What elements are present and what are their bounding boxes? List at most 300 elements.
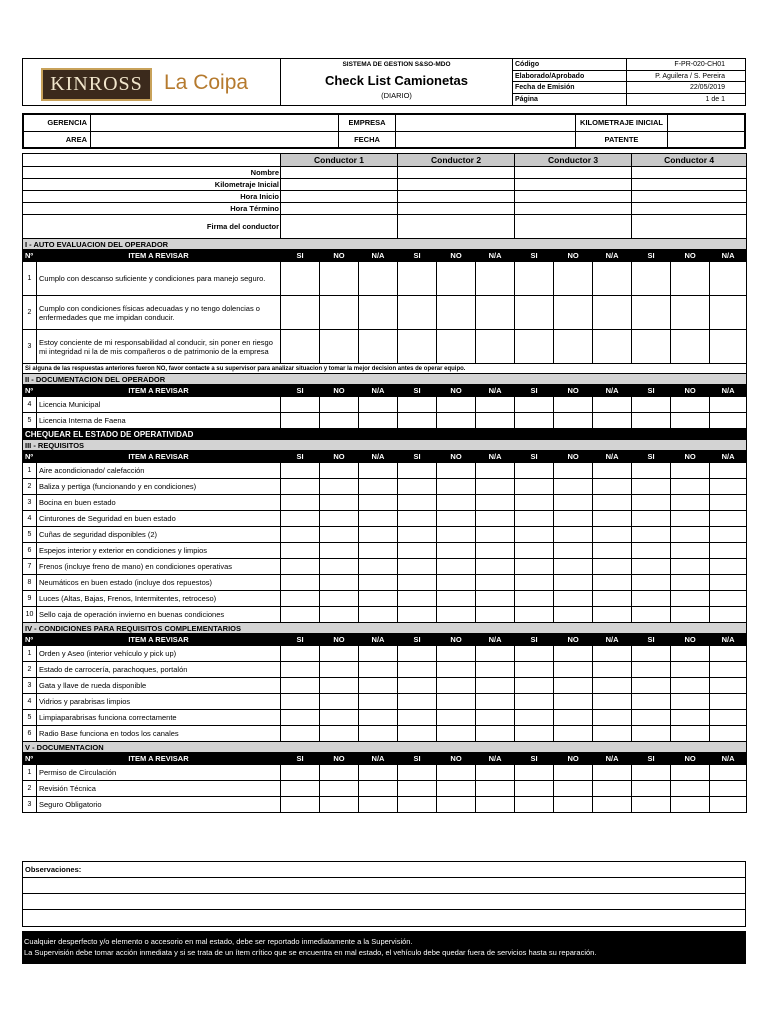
check-cell[interactable]	[398, 710, 437, 726]
check-cell[interactable]	[515, 495, 554, 511]
check-cell[interactable]	[593, 710, 632, 726]
check-cell[interactable]	[359, 397, 398, 413]
check-cell[interactable]	[632, 575, 671, 591]
check-cell[interactable]	[437, 479, 476, 495]
check-cell[interactable]	[632, 463, 671, 479]
driver-field-cell[interactable]	[515, 191, 632, 203]
check-cell[interactable]	[281, 591, 320, 607]
check-cell[interactable]	[398, 781, 437, 797]
check-cell[interactable]	[398, 543, 437, 559]
check-cell[interactable]	[710, 591, 747, 607]
check-cell[interactable]	[398, 575, 437, 591]
check-cell[interactable]	[398, 495, 437, 511]
check-cell[interactable]	[320, 591, 359, 607]
check-cell[interactable]	[476, 726, 515, 742]
check-cell[interactable]	[476, 765, 515, 781]
check-cell[interactable]	[437, 662, 476, 678]
check-cell[interactable]	[710, 694, 747, 710]
check-cell[interactable]	[632, 607, 671, 623]
check-cell[interactable]	[515, 559, 554, 575]
check-cell[interactable]	[671, 543, 710, 559]
check-cell[interactable]	[476, 296, 515, 330]
check-cell[interactable]	[593, 781, 632, 797]
check-cell[interactable]	[515, 527, 554, 543]
area-field[interactable]	[91, 132, 339, 147]
check-cell[interactable]	[320, 662, 359, 678]
check-cell[interactable]	[710, 765, 747, 781]
check-cell[interactable]	[476, 413, 515, 429]
check-cell[interactable]	[515, 694, 554, 710]
check-cell[interactable]	[359, 511, 398, 527]
check-cell[interactable]	[437, 413, 476, 429]
check-cell[interactable]	[476, 397, 515, 413]
check-cell[interactable]	[320, 765, 359, 781]
check-cell[interactable]	[515, 726, 554, 742]
check-cell[interactable]	[632, 781, 671, 797]
check-cell[interactable]	[476, 479, 515, 495]
check-cell[interactable]	[398, 694, 437, 710]
check-cell[interactable]	[593, 463, 632, 479]
check-cell[interactable]	[281, 262, 320, 296]
check-cell[interactable]	[398, 479, 437, 495]
check-cell[interactable]	[554, 495, 593, 511]
check-cell[interactable]	[710, 559, 747, 575]
check-cell[interactable]	[437, 543, 476, 559]
check-cell[interactable]	[359, 559, 398, 575]
check-cell[interactable]	[593, 495, 632, 511]
check-cell[interactable]	[554, 607, 593, 623]
check-cell[interactable]	[554, 511, 593, 527]
driver-field-cell[interactable]	[398, 179, 515, 191]
check-cell[interactable]	[515, 296, 554, 330]
check-cell[interactable]	[554, 678, 593, 694]
check-cell[interactable]	[710, 543, 747, 559]
check-cell[interactable]	[515, 463, 554, 479]
check-cell[interactable]	[437, 495, 476, 511]
check-cell[interactable]	[320, 262, 359, 296]
check-cell[interactable]	[632, 710, 671, 726]
driver-field-cell[interactable]	[632, 215, 747, 239]
check-cell[interactable]	[671, 694, 710, 710]
check-cell[interactable]	[671, 678, 710, 694]
check-cell[interactable]	[671, 397, 710, 413]
check-cell[interactable]	[671, 726, 710, 742]
check-cell[interactable]	[632, 662, 671, 678]
fecha-field[interactable]	[396, 132, 576, 147]
check-cell[interactable]	[281, 662, 320, 678]
check-cell[interactable]	[710, 495, 747, 511]
check-cell[interactable]	[593, 413, 632, 429]
check-cell[interactable]	[437, 678, 476, 694]
check-cell[interactable]	[671, 262, 710, 296]
check-cell[interactable]	[554, 646, 593, 662]
check-cell[interactable]	[320, 710, 359, 726]
check-cell[interactable]	[281, 543, 320, 559]
check-cell[interactable]	[437, 511, 476, 527]
check-cell[interactable]	[554, 765, 593, 781]
check-cell[interactable]	[632, 296, 671, 330]
check-cell[interactable]	[593, 397, 632, 413]
check-cell[interactable]	[281, 797, 320, 813]
check-cell[interactable]	[671, 765, 710, 781]
check-cell[interactable]	[710, 575, 747, 591]
check-cell[interactable]	[515, 479, 554, 495]
check-cell[interactable]	[476, 797, 515, 813]
check-cell[interactable]	[515, 662, 554, 678]
check-cell[interactable]	[476, 694, 515, 710]
check-cell[interactable]	[671, 575, 710, 591]
check-cell[interactable]	[320, 296, 359, 330]
check-cell[interactable]	[515, 646, 554, 662]
check-cell[interactable]	[515, 397, 554, 413]
check-cell[interactable]	[398, 591, 437, 607]
check-cell[interactable]	[398, 646, 437, 662]
check-cell[interactable]	[671, 495, 710, 511]
check-cell[interactable]	[710, 330, 747, 364]
check-cell[interactable]	[554, 479, 593, 495]
check-cell[interactable]	[710, 678, 747, 694]
check-cell[interactable]	[320, 646, 359, 662]
driver-field-cell[interactable]	[398, 203, 515, 215]
check-cell[interactable]	[359, 607, 398, 623]
check-cell[interactable]	[476, 710, 515, 726]
check-cell[interactable]	[320, 463, 359, 479]
check-cell[interactable]	[554, 559, 593, 575]
check-cell[interactable]	[281, 765, 320, 781]
check-cell[interactable]	[359, 694, 398, 710]
check-cell[interactable]	[359, 797, 398, 813]
check-cell[interactable]	[398, 463, 437, 479]
check-cell[interactable]	[398, 765, 437, 781]
check-cell[interactable]	[476, 591, 515, 607]
check-cell[interactable]	[437, 397, 476, 413]
check-cell[interactable]	[437, 694, 476, 710]
check-cell[interactable]	[281, 413, 320, 429]
check-cell[interactable]	[593, 559, 632, 575]
driver-field-cell[interactable]	[632, 179, 747, 191]
check-cell[interactable]	[554, 543, 593, 559]
check-cell[interactable]	[593, 726, 632, 742]
check-cell[interactable]	[281, 330, 320, 364]
check-cell[interactable]	[437, 559, 476, 575]
check-cell[interactable]	[593, 797, 632, 813]
check-cell[interactable]	[632, 559, 671, 575]
check-cell[interactable]	[281, 397, 320, 413]
check-cell[interactable]	[554, 781, 593, 797]
check-cell[interactable]	[671, 511, 710, 527]
check-cell[interactable]	[710, 397, 747, 413]
check-cell[interactable]	[437, 591, 476, 607]
check-cell[interactable]	[437, 797, 476, 813]
check-cell[interactable]	[320, 413, 359, 429]
check-cell[interactable]	[320, 575, 359, 591]
check-cell[interactable]	[476, 646, 515, 662]
check-cell[interactable]	[632, 413, 671, 429]
check-cell[interactable]	[515, 262, 554, 296]
check-cell[interactable]	[515, 511, 554, 527]
check-cell[interactable]	[398, 296, 437, 330]
check-cell[interactable]	[320, 511, 359, 527]
check-cell[interactable]	[671, 559, 710, 575]
check-cell[interactable]	[554, 797, 593, 813]
check-cell[interactable]	[476, 678, 515, 694]
check-cell[interactable]	[632, 527, 671, 543]
check-cell[interactable]	[593, 479, 632, 495]
observaciones-line[interactable]	[23, 910, 745, 926]
check-cell[interactable]	[632, 694, 671, 710]
check-cell[interactable]	[554, 575, 593, 591]
check-cell[interactable]	[671, 479, 710, 495]
check-cell[interactable]	[632, 330, 671, 364]
check-cell[interactable]	[671, 797, 710, 813]
check-cell[interactable]	[437, 726, 476, 742]
check-cell[interactable]	[593, 662, 632, 678]
check-cell[interactable]	[593, 607, 632, 623]
check-cell[interactable]	[671, 527, 710, 543]
check-cell[interactable]	[320, 781, 359, 797]
check-cell[interactable]	[554, 330, 593, 364]
check-cell[interactable]	[515, 710, 554, 726]
check-cell[interactable]	[359, 296, 398, 330]
check-cell[interactable]	[632, 479, 671, 495]
check-cell[interactable]	[593, 543, 632, 559]
check-cell[interactable]	[281, 479, 320, 495]
check-cell[interactable]	[515, 591, 554, 607]
check-cell[interactable]	[671, 591, 710, 607]
check-cell[interactable]	[632, 765, 671, 781]
check-cell[interactable]	[515, 797, 554, 813]
check-cell[interactable]	[281, 296, 320, 330]
check-cell[interactable]	[320, 607, 359, 623]
check-cell[interactable]	[281, 495, 320, 511]
check-cell[interactable]	[710, 511, 747, 527]
check-cell[interactable]	[320, 479, 359, 495]
check-cell[interactable]	[710, 726, 747, 742]
check-cell[interactable]	[515, 330, 554, 364]
driver-field-cell[interactable]	[398, 191, 515, 203]
check-cell[interactable]	[632, 678, 671, 694]
check-cell[interactable]	[320, 527, 359, 543]
check-cell[interactable]	[671, 781, 710, 797]
check-cell[interactable]	[710, 463, 747, 479]
check-cell[interactable]	[671, 296, 710, 330]
check-cell[interactable]	[437, 463, 476, 479]
gerencia-field[interactable]	[91, 115, 339, 131]
check-cell[interactable]	[437, 330, 476, 364]
check-cell[interactable]	[632, 726, 671, 742]
check-cell[interactable]	[281, 726, 320, 742]
observaciones-line[interactable]	[23, 894, 745, 910]
check-cell[interactable]	[554, 726, 593, 742]
check-cell[interactable]	[632, 262, 671, 296]
check-cell[interactable]	[710, 413, 747, 429]
check-cell[interactable]	[320, 797, 359, 813]
check-cell[interactable]	[554, 694, 593, 710]
check-cell[interactable]	[398, 678, 437, 694]
driver-field-cell[interactable]	[632, 203, 747, 215]
check-cell[interactable]	[476, 495, 515, 511]
check-cell[interactable]	[320, 495, 359, 511]
check-cell[interactable]	[554, 463, 593, 479]
check-cell[interactable]	[632, 543, 671, 559]
check-cell[interactable]	[398, 262, 437, 296]
check-cell[interactable]	[671, 710, 710, 726]
check-cell[interactable]	[359, 646, 398, 662]
check-cell[interactable]	[281, 678, 320, 694]
check-cell[interactable]	[593, 330, 632, 364]
check-cell[interactable]	[515, 781, 554, 797]
check-cell[interactable]	[359, 479, 398, 495]
check-cell[interactable]	[554, 413, 593, 429]
check-cell[interactable]	[437, 262, 476, 296]
patente-field[interactable]	[668, 132, 744, 147]
check-cell[interactable]	[515, 575, 554, 591]
check-cell[interactable]	[437, 527, 476, 543]
check-cell[interactable]	[359, 495, 398, 511]
check-cell[interactable]	[281, 463, 320, 479]
check-cell[interactable]	[320, 543, 359, 559]
check-cell[interactable]	[359, 413, 398, 429]
check-cell[interactable]	[476, 463, 515, 479]
check-cell[interactable]	[593, 575, 632, 591]
driver-field-cell[interactable]	[515, 215, 632, 239]
check-cell[interactable]	[398, 607, 437, 623]
check-cell[interactable]	[593, 678, 632, 694]
observaciones-line[interactable]	[23, 878, 745, 894]
check-cell[interactable]	[632, 397, 671, 413]
check-cell[interactable]	[710, 296, 747, 330]
check-cell[interactable]	[398, 330, 437, 364]
check-cell[interactable]	[359, 262, 398, 296]
check-cell[interactable]	[437, 607, 476, 623]
check-cell[interactable]	[593, 296, 632, 330]
check-cell[interactable]	[320, 330, 359, 364]
check-cell[interactable]	[398, 726, 437, 742]
check-cell[interactable]	[476, 662, 515, 678]
check-cell[interactable]	[476, 559, 515, 575]
check-cell[interactable]	[281, 575, 320, 591]
check-cell[interactable]	[632, 646, 671, 662]
driver-field-cell[interactable]	[398, 215, 515, 239]
check-cell[interactable]	[476, 543, 515, 559]
driver-field-cell[interactable]	[281, 179, 398, 191]
check-cell[interactable]	[359, 575, 398, 591]
check-cell[interactable]	[320, 694, 359, 710]
check-cell[interactable]	[398, 559, 437, 575]
check-cell[interactable]	[437, 296, 476, 330]
check-cell[interactable]	[398, 397, 437, 413]
check-cell[interactable]	[554, 397, 593, 413]
check-cell[interactable]	[437, 765, 476, 781]
check-cell[interactable]	[281, 694, 320, 710]
check-cell[interactable]	[437, 710, 476, 726]
check-cell[interactable]	[593, 646, 632, 662]
check-cell[interactable]	[593, 262, 632, 296]
check-cell[interactable]	[281, 607, 320, 623]
check-cell[interactable]	[359, 781, 398, 797]
check-cell[interactable]	[515, 765, 554, 781]
driver-field-cell[interactable]	[515, 203, 632, 215]
kilometraje-field[interactable]	[668, 115, 744, 131]
check-cell[interactable]	[476, 262, 515, 296]
driver-field-cell[interactable]	[281, 203, 398, 215]
check-cell[interactable]	[671, 646, 710, 662]
check-cell[interactable]	[554, 662, 593, 678]
check-cell[interactable]	[281, 511, 320, 527]
check-cell[interactable]	[281, 559, 320, 575]
check-cell[interactable]	[398, 511, 437, 527]
check-cell[interactable]	[476, 607, 515, 623]
check-cell[interactable]	[476, 330, 515, 364]
check-cell[interactable]	[593, 765, 632, 781]
check-cell[interactable]	[515, 413, 554, 429]
check-cell[interactable]	[593, 511, 632, 527]
check-cell[interactable]	[476, 575, 515, 591]
check-cell[interactable]	[476, 781, 515, 797]
empresa-field[interactable]	[396, 115, 576, 131]
check-cell[interactable]	[359, 726, 398, 742]
check-cell[interactable]	[359, 527, 398, 543]
driver-field-cell[interactable]	[515, 167, 632, 179]
check-cell[interactable]	[320, 397, 359, 413]
check-cell[interactable]	[437, 646, 476, 662]
check-cell[interactable]	[710, 710, 747, 726]
driver-field-cell[interactable]	[515, 179, 632, 191]
driver-field-cell[interactable]	[281, 191, 398, 203]
check-cell[interactable]	[398, 527, 437, 543]
check-cell[interactable]	[281, 527, 320, 543]
check-cell[interactable]	[710, 262, 747, 296]
check-cell[interactable]	[593, 591, 632, 607]
driver-field-cell[interactable]	[632, 167, 747, 179]
check-cell[interactable]	[554, 591, 593, 607]
check-cell[interactable]	[359, 591, 398, 607]
check-cell[interactable]	[710, 479, 747, 495]
check-cell[interactable]	[671, 413, 710, 429]
check-cell[interactable]	[320, 726, 359, 742]
check-cell[interactable]	[359, 678, 398, 694]
check-cell[interactable]	[359, 765, 398, 781]
check-cell[interactable]	[320, 559, 359, 575]
check-cell[interactable]	[437, 781, 476, 797]
check-cell[interactable]	[359, 463, 398, 479]
check-cell[interactable]	[710, 527, 747, 543]
check-cell[interactable]	[632, 511, 671, 527]
check-cell[interactable]	[437, 575, 476, 591]
check-cell[interactable]	[515, 543, 554, 559]
check-cell[interactable]	[710, 646, 747, 662]
check-cell[interactable]	[320, 678, 359, 694]
check-cell[interactable]	[593, 694, 632, 710]
check-cell[interactable]	[554, 527, 593, 543]
check-cell[interactable]	[281, 646, 320, 662]
check-cell[interactable]	[398, 413, 437, 429]
check-cell[interactable]	[710, 797, 747, 813]
check-cell[interactable]	[359, 710, 398, 726]
check-cell[interactable]	[476, 527, 515, 543]
check-cell[interactable]	[671, 463, 710, 479]
driver-field-cell[interactable]	[632, 191, 747, 203]
check-cell[interactable]	[359, 330, 398, 364]
check-cell[interactable]	[515, 607, 554, 623]
driver-field-cell[interactable]	[398, 167, 515, 179]
check-cell[interactable]	[710, 662, 747, 678]
check-cell[interactable]	[359, 543, 398, 559]
check-cell[interactable]	[515, 678, 554, 694]
driver-field-cell[interactable]	[281, 215, 398, 239]
driver-field-cell[interactable]	[281, 167, 398, 179]
check-cell[interactable]	[398, 797, 437, 813]
